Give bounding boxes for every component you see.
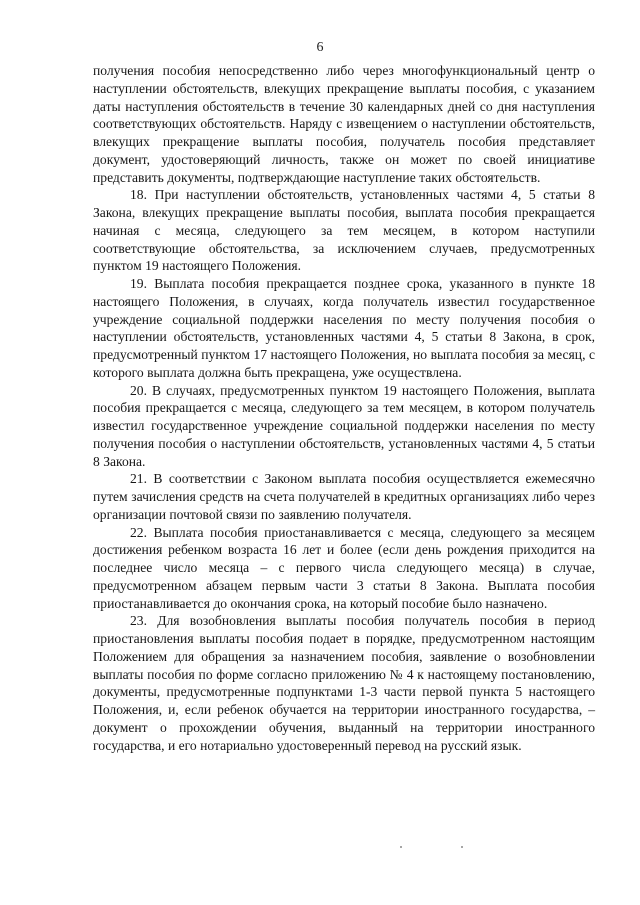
paragraph-20: 20. В случаях, предусмотренных пунктом 19 настоящего Положения, выплата пособия прекращается с месяца, следующего за тем месяцем, в котором получатель известил государственное учреждение социальной поддержки населения по месту получения пособия о наступлении обстоятельств, установленных частями 4, 5 статьи 8 Закона. — [93, 382, 595, 469]
paragraph-19: 19. Выплата пособия прекращается позднее срока, указанного в пункте 18 настоящего Положения, в случаях, когда получатель известил государственное учреждение социальной поддержки населения по месту получения пособия о наступлении обстоятельств, установленных частями 4, 5 статьи 8 Закона, в срок, предусмотренный пунктом 17 настоящего Положения, но выплата пособия за месяц, с которого выплата должна быть прекращена, уже осуществлена. — [93, 276, 595, 380]
scan-speck — [461, 846, 463, 848]
paragraph-18: 18. При наступлении обстоятельств, установленных частями 4, 5 статьи 8 Закона, влекущих прекращение выплаты пособия, выплата пособия прекращается начиная с месяца, следующего за тем месяцем, в котором наступили соответствующие обстоятельства, за исключением случаев, предусмотренных пунктом 19 настоящего Положения. — [93, 187, 595, 274]
paragraph-22: 22. Выплата пособия приостанавливается с месяца, следующего за месяцем достижения ребенком возраста 16 лет и более (если день рождения приходится на последнее число месяца – с первого числа следующего месяца) в случае, предусмотренном абзацем первым части 3 статьи 8 Закона. Выплата пособия приостанавливается до окончания срока, на который пособие было назначено. — [93, 524, 595, 611]
paragraph-23: 23. Для возобновления выплаты пособия получатель пособия в период приостановления выплаты пособия подает в порядке, предусмотренном настоящим Положением для обращения за назначением пособия, заявление о возобновлении выплаты пособия по форме согласно приложению № 4 к настоящему постановлению, документы, предусмотренные подпунктами 1-3 части первой пункта 5 настоящего Положения, и, если ребенок обучается на территории иностранного государства, – документ о прохождении обучения, выданный на территории иностранного государства, и его нотариально удостоверенный перевод на русский язык. — [93, 613, 595, 753]
paragraph-continued: получения пособия непосредственно либо через многофункциональный центр о наступлении обстоятельств, влекущих прекращение выплаты пособия, с указанием даты наступления обстоятельств в течение 30 календарных дней со дня наступления соответствующих обстоятельств. Наряду с извещением о наступлении обстоятельств, влекущих прекращение выплаты пособия, получатель пособия представляет документ, удостоверяющий личность, также он может по своей инициативе представить документы, подтверждающие наступление таких обстоятельств. — [93, 63, 595, 185]
document-body — [93, 62, 595, 754]
scan-speck — [400, 846, 402, 848]
paragraph-21: 21. В соответствии с Законом выплата пособия осуществляется ежемесячно путем зачисления средств на счета получателей в кредитных организациях либо через организации почтовой связи по заявлению получателя. — [93, 471, 595, 522]
page-number: 6 — [316, 40, 324, 55]
